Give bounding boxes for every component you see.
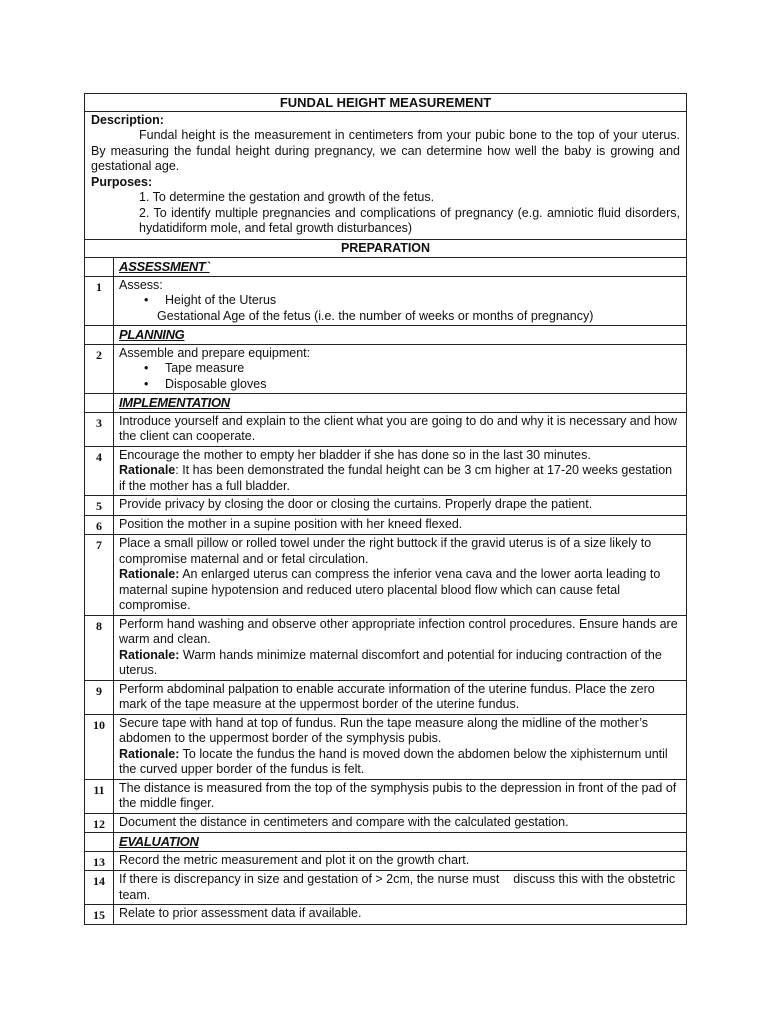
step-10-rationale bbox=[119, 747, 681, 778]
title-row bbox=[85, 94, 687, 112]
section-assessment: ASSESSMENT` bbox=[114, 258, 687, 277]
step-text bbox=[114, 276, 687, 326]
description-label: Description: bbox=[91, 112, 164, 127]
step-row bbox=[85, 344, 687, 394]
step-row bbox=[85, 714, 687, 779]
preparation-row bbox=[85, 239, 687, 258]
rationale-text: An enlarged uterus can compress the inferior vena cava and the lower aorta leading to maternal supine hypotension and reduced utero placental blood flow which can cause fetal compromise. bbox=[119, 567, 661, 612]
list-item: • Tape measure bbox=[165, 361, 681, 377]
list-item: • Disposable gloves bbox=[165, 377, 681, 393]
description-text: Fundal height is the measurement in centimeters from your pubic bone to the top of your uterus. By measuring the fundal height during pregnancy, we can determine how well the baby is growing and gestational age. bbox=[91, 128, 680, 173]
step-row bbox=[85, 779, 687, 813]
step-row bbox=[85, 496, 687, 516]
step-7-text: Place a small pillow or rolled towel under the right buttock if the gravid uterus is of a size likely to compromise maternal and or fetal circulation. bbox=[119, 536, 652, 566]
step-2-text: Assemble and prepare equipment: bbox=[119, 345, 311, 360]
step-number: 14 bbox=[85, 871, 114, 905]
empty-num-cell bbox=[85, 258, 114, 277]
step-number: 3 bbox=[85, 412, 114, 446]
step-row bbox=[85, 615, 687, 680]
step-number: 12 bbox=[85, 813, 114, 833]
procedure-document bbox=[84, 93, 686, 925]
document-title: FUNDAL HEIGHT MEASUREMENT bbox=[85, 94, 687, 112]
step-row bbox=[85, 515, 687, 535]
step-text bbox=[114, 446, 687, 496]
step-4-text: Encourage the mother to empty her bladder if she has done so in the last 30 minutes. bbox=[119, 447, 591, 462]
list-item: • Height of the Uterus bbox=[165, 293, 681, 309]
assessment-section-row bbox=[85, 258, 687, 277]
step-text: The distance is measured from the top of the symphysis pubis to the depression in front of the pad of the middle finger. bbox=[114, 779, 687, 813]
section-planning: PLANNING bbox=[114, 326, 687, 345]
step-number: 9 bbox=[85, 680, 114, 714]
step-number: 15 bbox=[85, 905, 114, 925]
planning-section-row bbox=[85, 326, 687, 345]
implementation-section-row bbox=[85, 394, 687, 413]
step-text: Perform abdominal palpation to enable accurate information of the uterine fundus. Place the zero mark of the tape measure at the uppermost border of the uterine fundus. bbox=[114, 680, 687, 714]
empty-num-cell bbox=[85, 394, 114, 413]
step-number: 7 bbox=[85, 535, 114, 616]
step-row bbox=[85, 446, 687, 496]
step-text: Position the mother in a supine position with her kneed flexed. bbox=[114, 515, 687, 535]
rationale-label: Rationale: bbox=[119, 567, 180, 581]
step-1-list bbox=[119, 293, 681, 309]
step-row bbox=[85, 851, 687, 871]
step-number: 10 bbox=[85, 714, 114, 779]
step-number: 1 bbox=[85, 276, 114, 326]
step-text bbox=[114, 714, 687, 779]
step-row bbox=[85, 276, 687, 326]
step-10-text: Secure tape with hand at top of fundus. Run the tape measure along the midline of the mother’s abdomen to the uppermost border of the symphysis pubis. bbox=[119, 715, 649, 745]
step-row bbox=[85, 871, 687, 905]
rationale-text: To locate the fundus the hand is moved down the abdomen below the xiphisternum until the curved upper border of the fundus is felt. bbox=[119, 746, 668, 776]
step-text: Relate to prior assessment data if available. bbox=[114, 905, 687, 925]
step-7-rationale bbox=[119, 567, 681, 614]
step-4-rationale bbox=[119, 463, 681, 494]
step-number: 13 bbox=[85, 851, 114, 871]
step-number: 11 bbox=[85, 779, 114, 813]
step-1-subline: Gestational Age of the fetus (i.e. the number of weeks or months of pregnancy) bbox=[157, 308, 594, 323]
step-text: Document the distance in centimeters and compare with the calculated gestation. bbox=[114, 813, 687, 833]
step-number: 4 bbox=[85, 446, 114, 496]
step-number: 5 bbox=[85, 496, 114, 516]
step-text bbox=[114, 344, 687, 394]
empty-num-cell bbox=[85, 833, 114, 852]
step-row bbox=[85, 905, 687, 925]
purposes-label: Purposes: bbox=[91, 174, 153, 189]
step-text bbox=[114, 535, 687, 616]
rationale-label: Rationale: bbox=[119, 647, 180, 662]
purpose-item-2: 2. To identify multiple pregnancies and complications of pregnancy (e.g. amniotic fluid disorders, hydatidiform mole, and fetal growth disturbances) bbox=[139, 205, 680, 235]
step-8-rationale bbox=[119, 648, 681, 679]
step-text bbox=[114, 615, 687, 680]
step-text: Introduce yourself and explain to the client what you are going to do and why it is necessary and how the client can cooperate. bbox=[114, 412, 687, 446]
step-text: Provide privacy by closing the door or closing the curtains. Properly drape the patient. bbox=[114, 496, 687, 516]
rationale-label: Rationale bbox=[119, 463, 176, 477]
step-row bbox=[85, 813, 687, 833]
purpose-item-1: 1. To determine the gestation and growth of the fetus. bbox=[139, 190, 435, 204]
rationale-label: Rationale: bbox=[119, 746, 180, 761]
empty-num-cell bbox=[85, 326, 114, 345]
step-number: 6 bbox=[85, 515, 114, 535]
step-row bbox=[85, 535, 687, 616]
description-cell bbox=[85, 111, 687, 239]
step-text: Record the metric measurement and plot it on the growth chart. bbox=[114, 851, 687, 871]
step-row bbox=[85, 680, 687, 714]
description-row bbox=[85, 111, 687, 239]
procedure-table bbox=[84, 93, 687, 925]
section-evaluation: EVALUATION bbox=[114, 833, 687, 852]
step-1-text: Assess: bbox=[119, 277, 163, 292]
equipment-list bbox=[119, 361, 681, 392]
step-text: If there is discrepancy in size and gestation of > 2cm, the nurse must discuss this with the obstetric team. bbox=[114, 871, 687, 905]
rationale-text: : It has been demonstrated the fundal height can be 3 cm higher at 17-20 weeks gestation if the mother has a full bladder. bbox=[119, 463, 673, 493]
step-number: 8 bbox=[85, 615, 114, 680]
step-number: 2 bbox=[85, 344, 114, 394]
rationale-text: Warm hands minimize maternal discomfort and potential for inducing contraction of the uterus. bbox=[119, 647, 662, 677]
evaluation-section-row bbox=[85, 833, 687, 852]
step-8-text: Perform hand washing and observe other appropriate infection control procedures. Ensure hands are warm and clean. bbox=[119, 616, 678, 646]
preparation-heading: PREPARATION bbox=[85, 239, 687, 258]
section-implementation: IMPLEMENTATION bbox=[114, 394, 687, 413]
step-row bbox=[85, 412, 687, 446]
